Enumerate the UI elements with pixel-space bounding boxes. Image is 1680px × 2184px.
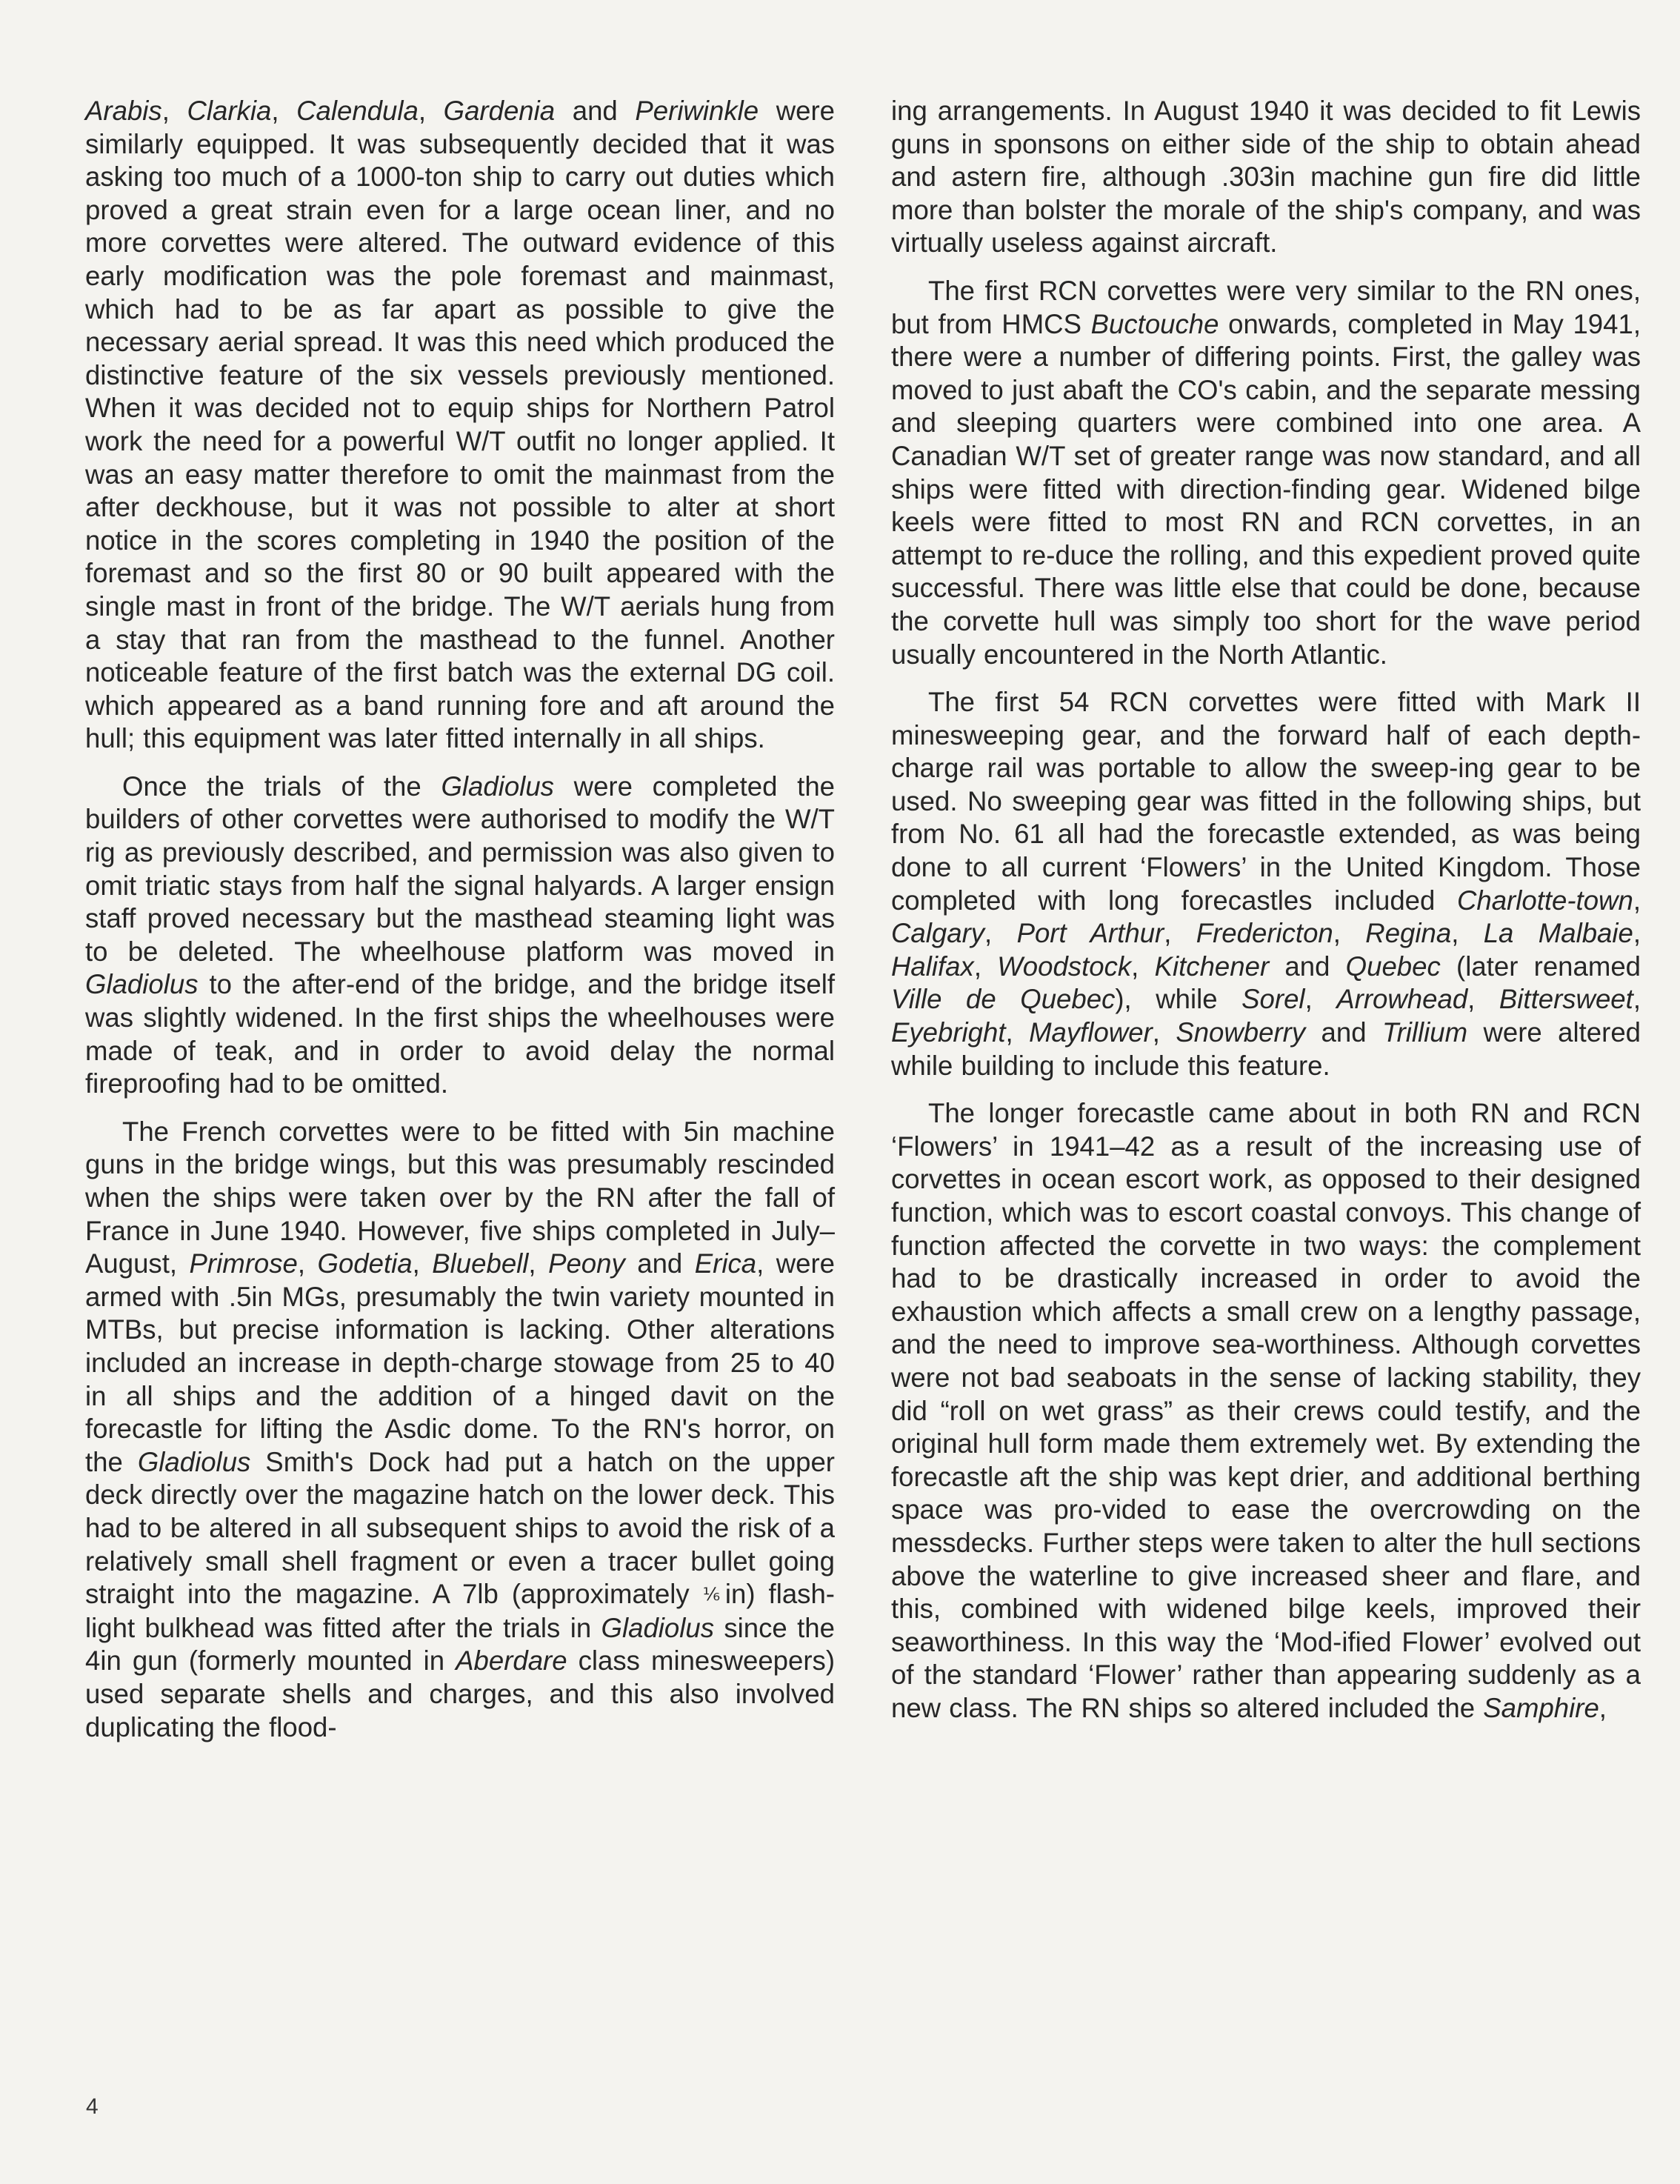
text-run: , [418, 96, 444, 126]
text-run: were completed the builders of other corvettes were authorised to modify the W/T rig as previously described, and permission was also given to omit triatic stays from half the signal halyards. A larger ensign staff proved necessary but the masthead steaming light was to be deleted. The wheelhouse platform was moved in [85, 770, 835, 967]
italic-ship-name: Kitchener [1154, 950, 1270, 982]
italic-ship-name: Charlotte-town [1456, 885, 1633, 916]
italic-ship-name: Port Arthur [1016, 918, 1164, 949]
italic-ship-name: Bluebell [432, 1248, 529, 1279]
italic-ship-name: Eyebright [891, 1017, 1006, 1048]
right-column [891, 95, 1641, 1740]
paragraph [891, 275, 1641, 671]
text-run: , [412, 1248, 433, 1279]
italic-ship-name: Fredericton [1196, 918, 1333, 949]
paragraph [85, 1116, 835, 1744]
text-run: and [1269, 950, 1346, 982]
text-run: and [1305, 1017, 1382, 1048]
text-run: , [984, 918, 1017, 949]
italic-ship-name: Gardenia [443, 96, 556, 126]
italic-ship-name: Gladiolus [137, 1446, 251, 1477]
left-column [85, 95, 835, 1759]
italic-ship-name: Ville de Quebec [891, 984, 1116, 1015]
text-run: , [161, 96, 187, 126]
text-run: , [297, 1248, 318, 1279]
paragraph [891, 686, 1641, 1082]
text-run: in) flash-light bulkhead was fitted after the trials in [85, 1579, 835, 1643]
italic-ship-name: Aberdare [456, 1645, 567, 1677]
text-run: The first 54 RCN corvettes were fitted with Mark II minesweeping gear, and the forward half of each depth-charge rail was portable to allow the sweep-ing gear to be used. No sweeping gear was fitted in the following ships, but from No. 61 all had the forecastle extended, as was being done to all current ‘Flowers’ in the United Kingdom. Those completed with long forecastles included [891, 687, 1641, 916]
italic-ship-name: Samphire [1483, 1692, 1599, 1723]
italic-ship-name: Arabis [85, 96, 162, 126]
text-run: The French corvettes were to be fitted with 5in machine guns in the bridge wings, but this was presumably rescinded when the ships were taken over by the RN after the fall of France in June 1940. However, five ships completed in July–August, [85, 1116, 835, 1279]
italic-ship-name: Arrowhead [1336, 984, 1468, 1015]
continued-paragraph [85, 95, 835, 756]
text-run: , [271, 96, 297, 126]
fraction: ⅙ [702, 1585, 725, 1605]
italic-ship-name: Clarkia [187, 96, 272, 126]
text-run: ing arrangements. In August 1940 it was decided to fit Lewis guns in sponsons on either side of the ship to obtain ahead and astern fire, although .303in machine gun fire did little more than bolster the morale of the ship's company, and was virtually useless against aircraft. [891, 96, 1641, 259]
italic-ship-name: Calgary [891, 918, 985, 949]
text-run: , [1131, 950, 1155, 982]
text-run: were similarly equipped. It was subsequently decided that it was asking too much of a 1000-ton ship to carry out duties which proved a great strain even for a large ocean liner, and no more corvettes were altered. The outward evidence of this early modification was the pole foremast and mainmast, which had to be as far apart as possible to give the necessary aerial spread. It was this need which produced the distinctive feature of the six vessels previously mentioned. When it was decided not to equip ships for Northern Patrol work the need for a powerful W/T outfit no longer applied. It was an easy matter therefore to omit the mainmast from the after deckhouse, but it was not possible to alter at short notice in the scores completing in 1940 the position of the foremast and so the first 80 or 90 built appeared with the single mast in front of the bridge. The W/T aerials hung from a stay that ran from the masthead to the funnel. Another noticeable feature of the first batch was the external DG coil. which appeared as a band running fore and aft around the hull; this equipment was later fitted internally in all ships. [85, 96, 836, 754]
italic-ship-name: Regina [1365, 918, 1452, 949]
italic-ship-name: Quebec [1345, 950, 1441, 982]
italic-ship-name: Gladiolus [601, 1612, 715, 1643]
text-run: , [1633, 984, 1641, 1015]
text-run: The longer forecastle came about in both RN and RCN ‘Flowers’ in 1941–42 as a result of the increasing use of corvettes in ocean escort work, as opposed to their designed function, which was to escort coastal convoys. This change of function affected the corvette in two ways: the complement had to be drastically increased in order to avoid the exhaustion which affects a small crew on a lengthy passage, and the need to improve sea-worthiness. Although corvettes were not bad seaboats in the sense of lacking stability, they did “roll on wet grass” as their crews could testify, and the original hull form made them extremely wet. By extending the forecastle aft the ship was kept drier, and additional berthing space was pro-vided to ease the overcrowding on the messdecks. Further steps were taken to alter the hull sections above the waterline to give increased sheer and flare, and this, combined with widened bilge keels, improved their seaworthiness. In this way the ‘Mod-ified Flower’ evolved out of the standard ‘Flower’ rather than appearing suddenly as a new class. The RN ships so altered included the [891, 1098, 1641, 1723]
text-run: , [1633, 885, 1641, 916]
paragraph [85, 770, 835, 1101]
text-run: class minesweepers) used separate shells and charges, and this also involved duplicating the flood- [85, 1645, 836, 1742]
text-run: and [624, 1248, 695, 1279]
text-run: , [1152, 1017, 1176, 1048]
paragraph [891, 1097, 1641, 1725]
text-run: (later renamed [1440, 950, 1641, 982]
italic-ship-name: Halifax [891, 950, 974, 982]
text-run: , [1005, 1017, 1030, 1048]
text-run: , [1304, 984, 1337, 1015]
text-run: , [1164, 918, 1196, 949]
text-run: were altered while building to include this feature. [891, 1017, 1641, 1081]
italic-ship-name: Primrose [189, 1248, 298, 1279]
text-run: onwards, completed in May 1941, there were a number of differing points. First, the galley was moved to just abaft the CO's cabin, and the separate messing and sleeping quarters were combined into one area. A Canadian W/T set of greater range was now standard, and all ships were fitted with direction-finding gear. Widened bilge keels were fitted to most RN and RCN corvettes, in an attempt to re-duce the rolling, and this expedient proved quite successful. There was little else that could be done, because the corvette hull was simply too short for the wave period usually encountered in the North Atlantic. [891, 308, 1641, 670]
text-run: Smith's Dock had put a hatch on the upper deck directly over the magazine hatch on the lower deck. This had to be altered in all subsequent ships to avoid the risk of a relatively small shell fragment or even a tracer bullet going straight into the magazine. A 7lb (approximately [85, 1446, 835, 1610]
italic-ship-name: Snowberry [1176, 1017, 1306, 1048]
italic-ship-name: Erica [694, 1248, 757, 1279]
text-run: , [973, 950, 998, 982]
text-run: The first RCN corvettes were very similar to the RN ones, but from HMCS [891, 275, 1641, 339]
text-run: , [528, 1248, 549, 1279]
page-number: 4 [86, 2094, 99, 2119]
continued-paragraph [891, 95, 1641, 260]
italic-ship-name: Woodstock [997, 950, 1132, 982]
text-run: and [555, 96, 636, 126]
italic-ship-name: Trillium [1381, 1017, 1468, 1048]
italic-ship-name: Bittersweet [1499, 984, 1633, 1015]
italic-ship-name: La Malbaie [1483, 918, 1633, 949]
italic-ship-name: Periwinkle [635, 96, 759, 126]
italic-ship-name: Godetia [317, 1248, 413, 1279]
text-run: , [1633, 918, 1641, 949]
text-run: , [1451, 918, 1484, 949]
text-run: , [1467, 984, 1499, 1015]
text-run: to the after-end of the bridge, and the bridge itself was slightly widened. In the first ships the wheelhouses were made of teak, and in order to avoid delay the normal fireproofing had to be omitted. [85, 969, 835, 1099]
text-run: , [1599, 1692, 1607, 1723]
italic-ship-name: Calendula [296, 96, 419, 126]
italic-ship-name: Gladiolus [85, 969, 199, 1000]
text-run: ), while [1115, 984, 1242, 1015]
italic-ship-name: Sorel [1241, 984, 1305, 1015]
text-run: , [1333, 918, 1366, 949]
text-run: , were armed with .5in MGs, presumably the twin variety mounted in MTBs, but precise information is lacking. Other alterations included an increase in depth-charge stowage from 25 to 40 in all ships and the addition of a hinged davit on the forecastle for lifting the Asdic dome. To the RN's horror, on the [85, 1248, 836, 1477]
text-run: since the 4in gun (formerly mounted in [85, 1612, 835, 1677]
text-run: Once the trials of the [122, 770, 441, 802]
italic-ship-name: Peony [548, 1248, 625, 1279]
italic-ship-name: Mayflower [1029, 1017, 1153, 1048]
italic-ship-name: Buctouche [1090, 308, 1219, 339]
italic-ship-name: Gladiolus [441, 770, 554, 802]
